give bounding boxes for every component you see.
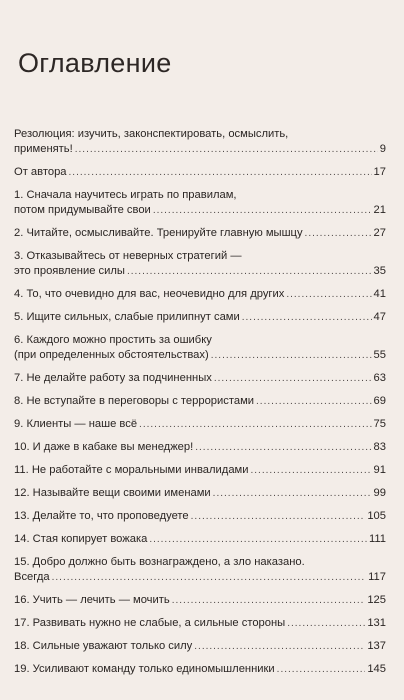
toc-entry bbox=[14, 463, 386, 478]
toc-entry bbox=[14, 440, 386, 455]
toc-entry-line bbox=[14, 532, 386, 547]
toc-page-number: 125 bbox=[367, 594, 386, 606]
toc-entry-title: 9. Клиенты — наше всё bbox=[14, 418, 138, 430]
toc-entry-line bbox=[14, 555, 386, 570]
toc-entry bbox=[14, 616, 386, 631]
toc-entry-line bbox=[14, 639, 386, 654]
toc-page-number: 17 bbox=[373, 166, 386, 178]
toc-entry-line bbox=[14, 616, 386, 631]
toc-entry bbox=[14, 127, 386, 157]
dot-leader bbox=[194, 639, 365, 654]
toc-entry-line bbox=[14, 509, 386, 524]
toc-page-number: 105 bbox=[367, 510, 386, 522]
toc-page-number: 9 bbox=[379, 143, 386, 155]
toc-entry bbox=[14, 333, 386, 363]
dot-leader bbox=[256, 394, 372, 409]
toc-entry-title: 17. Развивать нужно не слабые, а сильные стороны bbox=[14, 617, 286, 629]
toc-entry-line bbox=[14, 394, 386, 409]
toc-page-number: 99 bbox=[373, 487, 386, 499]
dot-leader bbox=[139, 417, 372, 432]
toc-entry-title: 10. И даже в кабаке вы менеджер! bbox=[14, 441, 194, 453]
toc-page-number: 117 bbox=[368, 571, 386, 583]
toc-entry-title: 8. Не вступайте в переговоры с террористами bbox=[14, 395, 255, 407]
toc-page-number: 83 bbox=[373, 441, 386, 453]
toc-page-number: 75 bbox=[373, 418, 386, 430]
dot-leader bbox=[69, 165, 372, 180]
toc-entry-line bbox=[14, 310, 386, 325]
toc-page-number: 111 bbox=[368, 533, 386, 545]
dot-leader bbox=[242, 310, 372, 325]
toc-page-number: 47 bbox=[373, 311, 386, 323]
toc-page-number: 21 bbox=[373, 204, 386, 216]
dot-leader bbox=[149, 532, 367, 547]
toc-entry-line bbox=[14, 333, 386, 348]
toc-entry bbox=[14, 287, 386, 302]
dot-leader bbox=[52, 570, 367, 585]
toc-entry-line bbox=[14, 662, 386, 677]
toc-entry-title: применять! bbox=[14, 143, 73, 155]
toc-entry-title: От автора bbox=[14, 166, 67, 178]
toc-entry-title: потом придумывайте свои bbox=[14, 204, 151, 216]
dot-leader bbox=[153, 203, 372, 218]
toc-entry bbox=[14, 593, 386, 608]
toc-entry-title: 6. Каждого можно простить за ошибку bbox=[14, 334, 212, 346]
toc-entry bbox=[14, 639, 386, 654]
toc-entry-title: Всегда bbox=[14, 571, 50, 583]
toc-entry-title: 1. Сначала научитесь играть по правилам, bbox=[14, 189, 237, 201]
dot-leader bbox=[214, 371, 372, 386]
toc-page-number: 55 bbox=[373, 349, 386, 361]
toc-entry bbox=[14, 555, 386, 585]
toc-entry-title: 15. Добро должно быть вознаграждено, а зло наказано. bbox=[14, 556, 305, 568]
toc-entry-line bbox=[14, 264, 386, 279]
dot-leader bbox=[277, 662, 366, 677]
toc-entry bbox=[14, 188, 386, 218]
toc-entry bbox=[14, 165, 386, 180]
toc-page-number: 91 bbox=[373, 464, 386, 476]
toc-entry-title: 18. Сильные уважают только силу bbox=[14, 640, 193, 652]
toc-entry-line bbox=[14, 203, 386, 218]
toc-page-number: 41 bbox=[373, 288, 386, 300]
toc-entry bbox=[14, 509, 386, 524]
toc-entry bbox=[14, 417, 386, 432]
toc-entry-title: (при определенных обстоятельствах) bbox=[14, 349, 209, 361]
toc-entry-title: 2. Читайте, осмысливайте. Тренируйте главную мышцу bbox=[14, 227, 303, 239]
dot-leader bbox=[250, 463, 371, 478]
toc-entry-title: 12. Называйте вещи своими именами bbox=[14, 487, 211, 499]
toc-entry-title: 13. Делайте то, что проповедуете bbox=[14, 510, 189, 522]
toc-entry-title: 5. Ищите сильных, слабые прилипнут сами bbox=[14, 311, 240, 323]
toc-entry-line bbox=[14, 486, 386, 501]
toc-entry-title: 19. Усиливают команду только единомышленники bbox=[14, 663, 275, 675]
toc-entry-title: 7. Не делайте работу за подчиненных bbox=[14, 372, 212, 384]
toc-entry-line bbox=[14, 142, 386, 157]
toc-entry bbox=[14, 249, 386, 279]
toc-entry-line bbox=[14, 417, 386, 432]
dot-leader bbox=[287, 616, 365, 631]
toc-entry-line bbox=[14, 348, 386, 363]
dot-leader bbox=[172, 593, 366, 608]
toc-entry-line bbox=[14, 440, 386, 455]
toc-entry-line bbox=[14, 127, 386, 142]
toc-entry bbox=[14, 394, 386, 409]
toc-entry-line bbox=[14, 226, 386, 241]
dot-leader bbox=[195, 440, 371, 455]
toc-entry-line bbox=[14, 287, 386, 302]
toc-entry-line bbox=[14, 371, 386, 386]
page-title: Оглавление bbox=[18, 48, 172, 78]
toc-page-number: 35 bbox=[373, 265, 386, 277]
toc-entry bbox=[14, 310, 386, 325]
toc-entry bbox=[14, 226, 386, 241]
toc-entry-title: 4. То, что очевидно для вас, неочевидно для других bbox=[14, 288, 285, 300]
toc-entry-title: Резолюция: изучить, законспектировать, осмыслить, bbox=[14, 128, 289, 140]
toc-entry-line bbox=[14, 593, 386, 608]
toc-entry-title: 11. Не работайте с моральными инвалидами bbox=[14, 464, 249, 476]
dot-leader bbox=[213, 486, 372, 501]
toc-page-number: 131 bbox=[367, 617, 386, 629]
toc-entry-line bbox=[14, 165, 386, 180]
toc-page-number: 63 bbox=[373, 372, 386, 384]
toc-entry-title: 14. Стая копирует вожака bbox=[14, 533, 148, 545]
toc-entry-title: 16. Учить — лечить — мочить bbox=[14, 594, 170, 606]
toc-entry-line bbox=[14, 188, 386, 203]
toc-entry-line bbox=[14, 463, 386, 478]
dot-leader bbox=[305, 226, 372, 241]
toc-page-number: 27 bbox=[373, 227, 386, 239]
dot-leader bbox=[211, 348, 372, 363]
toc-entry bbox=[14, 486, 386, 501]
dot-leader bbox=[75, 142, 378, 157]
toc-entry-title: 3. Отказывайтесь от неверных стратегий — bbox=[14, 250, 242, 262]
table-of-contents bbox=[14, 127, 386, 685]
toc-page-number: 69 bbox=[373, 395, 386, 407]
toc-entry bbox=[14, 371, 386, 386]
dot-leader bbox=[127, 264, 372, 279]
dot-leader bbox=[191, 509, 366, 524]
toc-entry bbox=[14, 662, 386, 677]
toc-page-number: 137 bbox=[367, 640, 386, 652]
toc-entry bbox=[14, 532, 386, 547]
dot-leader bbox=[286, 287, 371, 302]
toc-entry-line bbox=[14, 570, 386, 585]
toc-entry-title: это проявление силы bbox=[14, 265, 125, 277]
toc-page-number: 145 bbox=[367, 663, 386, 675]
toc-entry-line bbox=[14, 249, 386, 264]
